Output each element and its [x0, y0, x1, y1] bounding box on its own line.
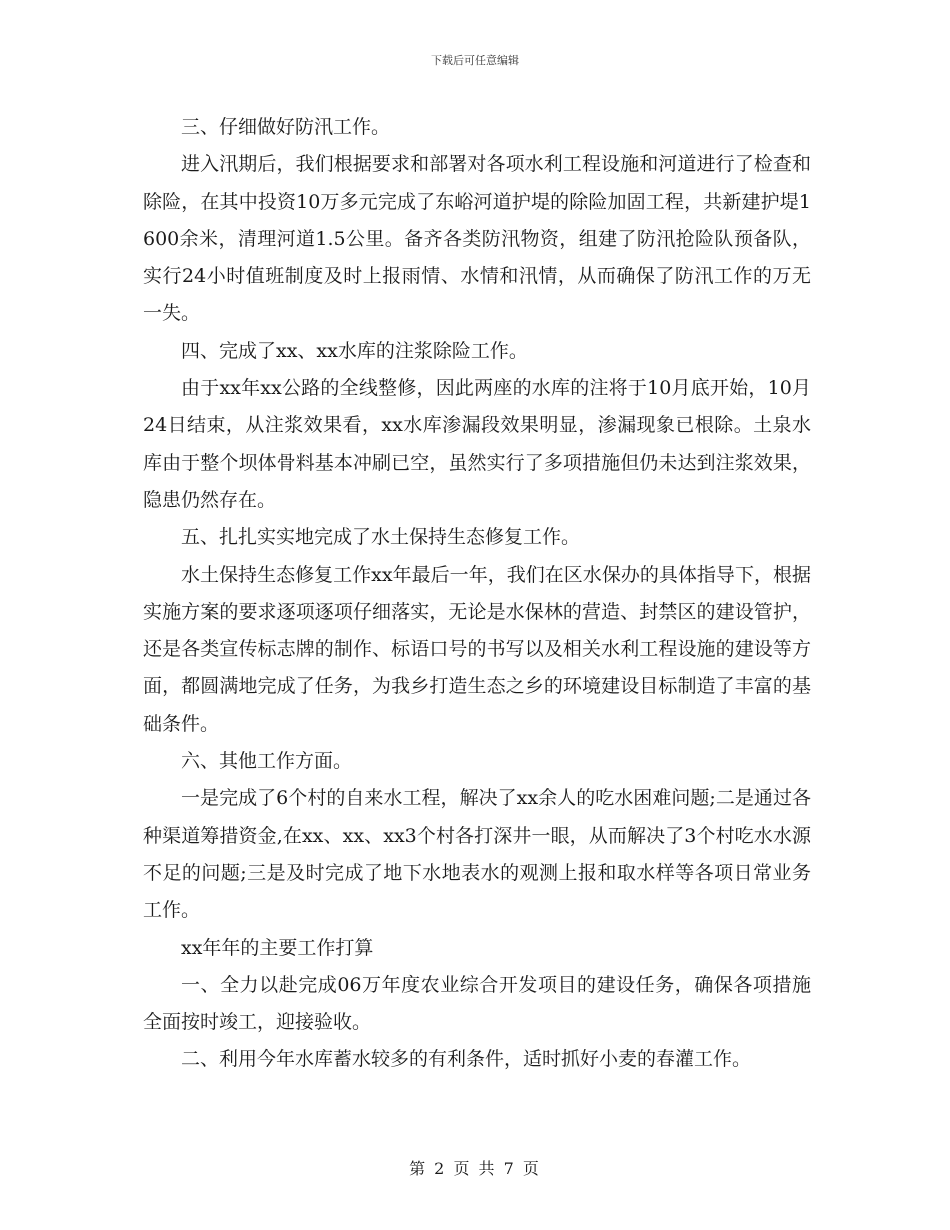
paragraph-other-work: 一是完成了6个村的自来水工程，解决了xx余人的吃水困难问题;二是通过各种渠道筹措资金,在xx、xx、xx3个村各打深井一眼，从而解决了3个村吃水水源不足的问题;三是及时完成了地下水地表水的观测上报和取水样等各项日常业务工作。 — [143, 787, 811, 922]
paragraph-plan-item-2: 二、利用今年水库蓄水较多的有利条件，适时抓好小麦的春灌工作。 — [181, 1048, 752, 1071]
header-note: 下载后可任意编辑 — [431, 54, 519, 67]
paragraph-plan-item-1: 一、全力以赴完成06万年度农业综合开发项目的建设任务，确保各项措施全面按时竣工，迎接验收。 — [143, 973, 811, 1034]
document-body — [143, 109, 811, 1079]
section-heading-work-plan: xx年年的主要工作打算 — [181, 936, 374, 959]
section-heading-reservoir-grouting: 四、完成了xx、xx水库的注浆除险工作。 — [181, 339, 528, 362]
section-heading-flood-control: 三、仔细做好防汛工作。 — [181, 116, 391, 138]
paragraph-flood-control: 进入汛期后，我们根据要求和部署对各项水利工程设施和河道进行了检查和除险，在其中投资10万多元完成了东峪河道护堤的除险加固工程，共新建护堤1600余米，清理河道1.5公里。备齐各类防汛物资，组建了防汛抢险队预备队，实行24小时值班制度及时上报雨情、水情和汛情，从而确保了防汛工作的万无一失。 — [143, 153, 811, 325]
page-number-footer: 第 2 页 共 7 页 — [409, 1159, 541, 1178]
paragraph-soil-conservation: 水土保持生态修复工作xx年最后一年，我们在区水保办的具体指导下，根据实施方案的要求逐项逐项仔细落实，无论是水保林的营造、封禁区的建设管护，还是各类宣传标志牌的制作、标语口号的书写以及相关水利工程设施的建设等方面，都圆满地完成了任务，为我乡打造生态之乡的环境建设目标制造了丰富的基础条件。 — [143, 563, 811, 735]
section-heading-soil-conservation: 五、扎扎实实地完成了水土保持生态修复工作。 — [181, 526, 581, 549]
section-heading-other-work: 六、其他工作方面。 — [181, 750, 353, 773]
paragraph-reservoir-grouting: 由于xx年xx公路的全线整修，因此两座的水库的注将于10月底开始，10月24日结束，从注浆效果看，xx水库渗漏段效果明显，渗漏现象已根除。土泉水库由于整个坝体骨料基本冲刷已空，虽然实行了多项措施但仍未达到注浆效果，隐患仍然存在。 — [143, 377, 811, 511]
